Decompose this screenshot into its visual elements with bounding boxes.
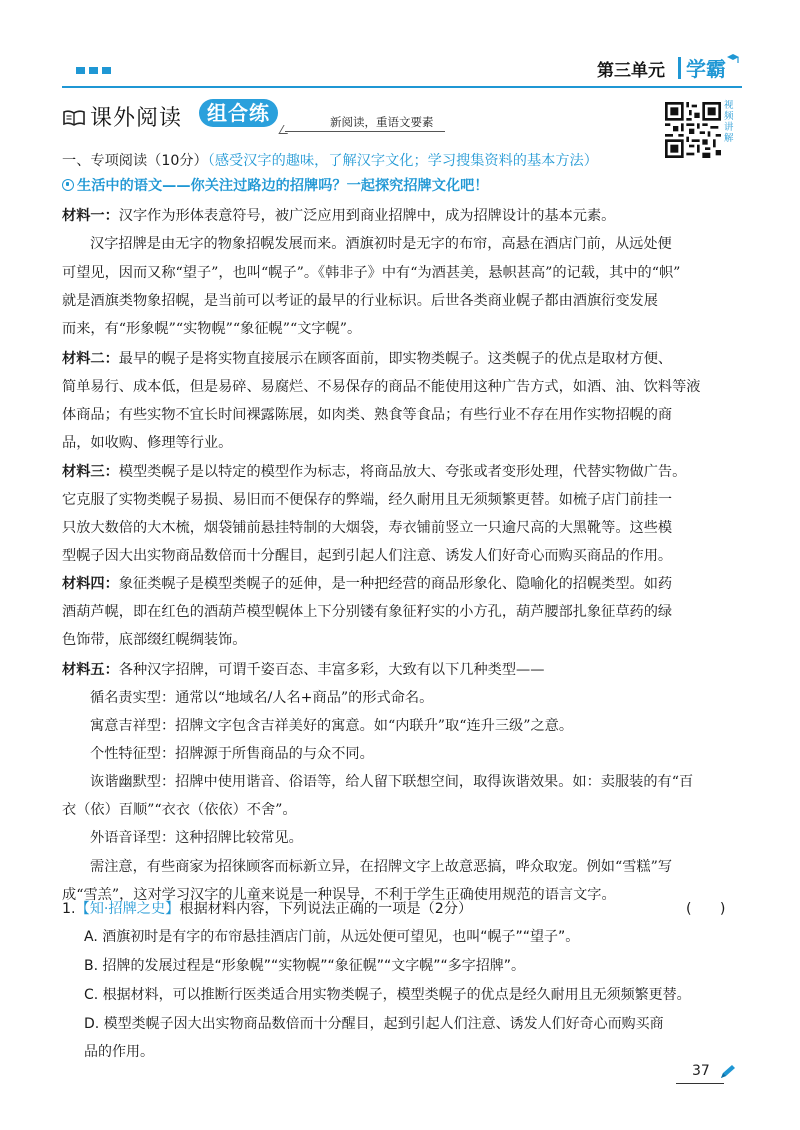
- text-line: 酒葫芦幌，即在红色的酒葫芦模型幌体上下分别镂有象征籽实的小方孔，葫芦腰部扎象征草药的绿: [62, 604, 673, 620]
- material-label: 材料四：: [62, 576, 119, 592]
- text-line: 可望见，因而又称“望子”，也叫“幌子”。《韩非子》中有“为酒甚美，悬帜甚高”的记载，其中的“帜”: [62, 265, 681, 281]
- text-line: 色饰带，底部缀红幌绸装饰。: [62, 632, 247, 648]
- lightbulb-icon: [62, 179, 74, 191]
- text-line: 循名责实型：通常以“地域名/人名+商品”的形式命名。: [90, 690, 434, 706]
- theme-banner-text: 生活中的语文——你关注过路边的招牌吗？一起探究招牌文化吧！: [77, 178, 489, 194]
- text-line: 而来，有“形象幌”“实物幌”“象征幌”“文字幌”。: [62, 321, 362, 337]
- qr-video-label: 视频讲解: [724, 100, 734, 144]
- text-line: 汉字作为形体表意符号，被广泛应用到商业招牌中，成为招牌设计的基本元素。: [118, 208, 616, 224]
- text-line: 它克服了实物类幌子易损、易旧而不便保存的弊端，经久耐用且无须频繁更替。如梳子店门前挂一: [62, 492, 673, 508]
- answer-bracket[interactable]: ( ): [686, 901, 726, 917]
- text-line: 外语音译型：这种招牌比较常见。: [90, 830, 303, 846]
- option-b[interactable]: B. 招牌的发展过程是“形象幌”“实物幌”“象征幌”“文字幌”“多字招牌”。: [84, 958, 526, 974]
- header-decoration-squares: [76, 67, 111, 74]
- material-label: 材料三：: [62, 464, 119, 480]
- text-line: 衣（依）百顺”“衣衣（依依）不舍”。: [62, 802, 297, 818]
- qr-code-icon[interactable]: [665, 102, 721, 158]
- text-line: 汉字招牌是由无字的物象招幌发展而来。酒旗初时是无字的布帘，高悬在酒店门前，从远处便: [90, 236, 672, 252]
- text-line: 模型类幌子是以特定的模型作为标志，将商品放大、夸张或者变形处理，代替实物做广告。: [118, 464, 687, 480]
- text-line: 需注意，有些商家为招徕顾客而标新立异，在招牌文字上故意恶搞，哗众取宠。例如“雪糕”写: [90, 859, 673, 875]
- text-line: 只放大数倍的大木梳，烟袋铺前悬挂特制的大烟袋，寿衣铺前竖立一只逾尺高的大黑靴等。这些模: [62, 520, 673, 536]
- open-book-icon: [62, 108, 86, 128]
- option-c[interactable]: C. 根据材料，可以推断行医类适合用实物类幌子，模型类幌子的优点是经久耐用且无须频繁更替。: [84, 987, 691, 1003]
- question-1: [62, 898, 472, 918]
- text-line: 寓意吉祥型：招牌文字包含吉祥美好的寓意。如“内联升”取“连升三级”之意。: [90, 718, 574, 734]
- material-5: [62, 659, 544, 679]
- brand-logo: 学霸: [686, 57, 726, 81]
- section-pill: 组合练: [199, 99, 278, 127]
- page-number-rule: [676, 1083, 724, 1084]
- material-3: [62, 461, 686, 481]
- material-label: 材料二：: [62, 351, 119, 367]
- header-separator: [678, 57, 681, 79]
- question-tag: 【知·招牌之史】: [75, 901, 180, 917]
- page-number: 37: [692, 1063, 710, 1079]
- unit-title: 第三单元: [597, 61, 665, 81]
- text-line: 型幌子因大出实物商品数倍而十分醒目，起到引起人们注意、诱发人们好奇心而购买商品的作用。: [62, 548, 673, 564]
- text-line: 个性特征型：招牌源于所售商品的与众不同。: [90, 746, 374, 762]
- material-1: [62, 205, 615, 225]
- option-a[interactable]: A. 酒旗初时是有字的布帘悬挂酒店门前，从远处便可望见，也叫“幌子”“望子”。: [84, 929, 580, 945]
- material-label: 材料一：: [62, 208, 119, 224]
- option-d-continued: 品的作用。: [84, 1044, 154, 1060]
- material-label: 材料五：: [62, 662, 119, 678]
- header-rule: [62, 86, 742, 88]
- section-tagline: 新阅读，重语文要素: [330, 115, 434, 129]
- text-line: 成“雪羔”，这对学习汉字的儿童来说是一种误导，不利于学生正确使用规范的语言文字。: [62, 887, 616, 903]
- text-line: 象征类幌子是模型类幌子的延伸，是一种把经营的商品形象化、隐喻化的招幌类型。如药: [118, 576, 673, 592]
- text-line: 品，如收购、修理等行业。: [62, 435, 233, 451]
- reading-heading: [62, 150, 598, 170]
- tagline-underline: [285, 131, 445, 132]
- pencil-icon: [719, 1064, 737, 1080]
- text-line: 就是酒旗类物象招幌，是当前可以考证的最早的行业标识。后世各类商业幌子都由酒旗衍变发展: [62, 293, 658, 309]
- question-stem: 根据材料内容，下列说法正确的一项是（2分）: [179, 901, 473, 917]
- text-line: 诙谐幽默型：招牌中使用谐音、俗语等，给人留下联想空间，取得诙谐效果。如：卖服装的有“百: [90, 774, 694, 790]
- section-title: 课外阅读: [90, 106, 183, 131]
- mortarboard-icon: [726, 52, 740, 66]
- text-line: 简单易行、成本低，但是易碎、易腐烂、不易保存的商品不能使用这种广告方式，如酒、油、饮料等液: [62, 379, 701, 395]
- text-line: 体商品；有些实物不宜长时间裸露陈展，如肉类、熟食等食品；有些行业不存在用作实物招幌的商: [62, 407, 673, 423]
- reading-heading-goal: （感受汉字的趣味，了解汉字文化；学习搜集资料的基本方法）: [207, 153, 598, 169]
- reading-heading-title: 一、专项阅读（10分）: [62, 153, 208, 169]
- text-line: 最早的幌子是将实物直接展示在顾客面前，即实物类幌子。这类幌子的优点是取材方便、: [118, 351, 673, 367]
- theme-banner: [62, 175, 488, 195]
- question-number: 1.: [62, 901, 76, 917]
- material-4: [62, 573, 672, 593]
- text-line: 各种汉字招牌，可谓千姿百态、丰富多彩，大致有以下几种类型——: [118, 662, 545, 678]
- material-2: [62, 348, 672, 368]
- option-d[interactable]: D. 模型类幌子因大出实物商品数倍而十分醒目，起到引起人们注意、诱发人们好奇心而购买商: [84, 1016, 664, 1032]
